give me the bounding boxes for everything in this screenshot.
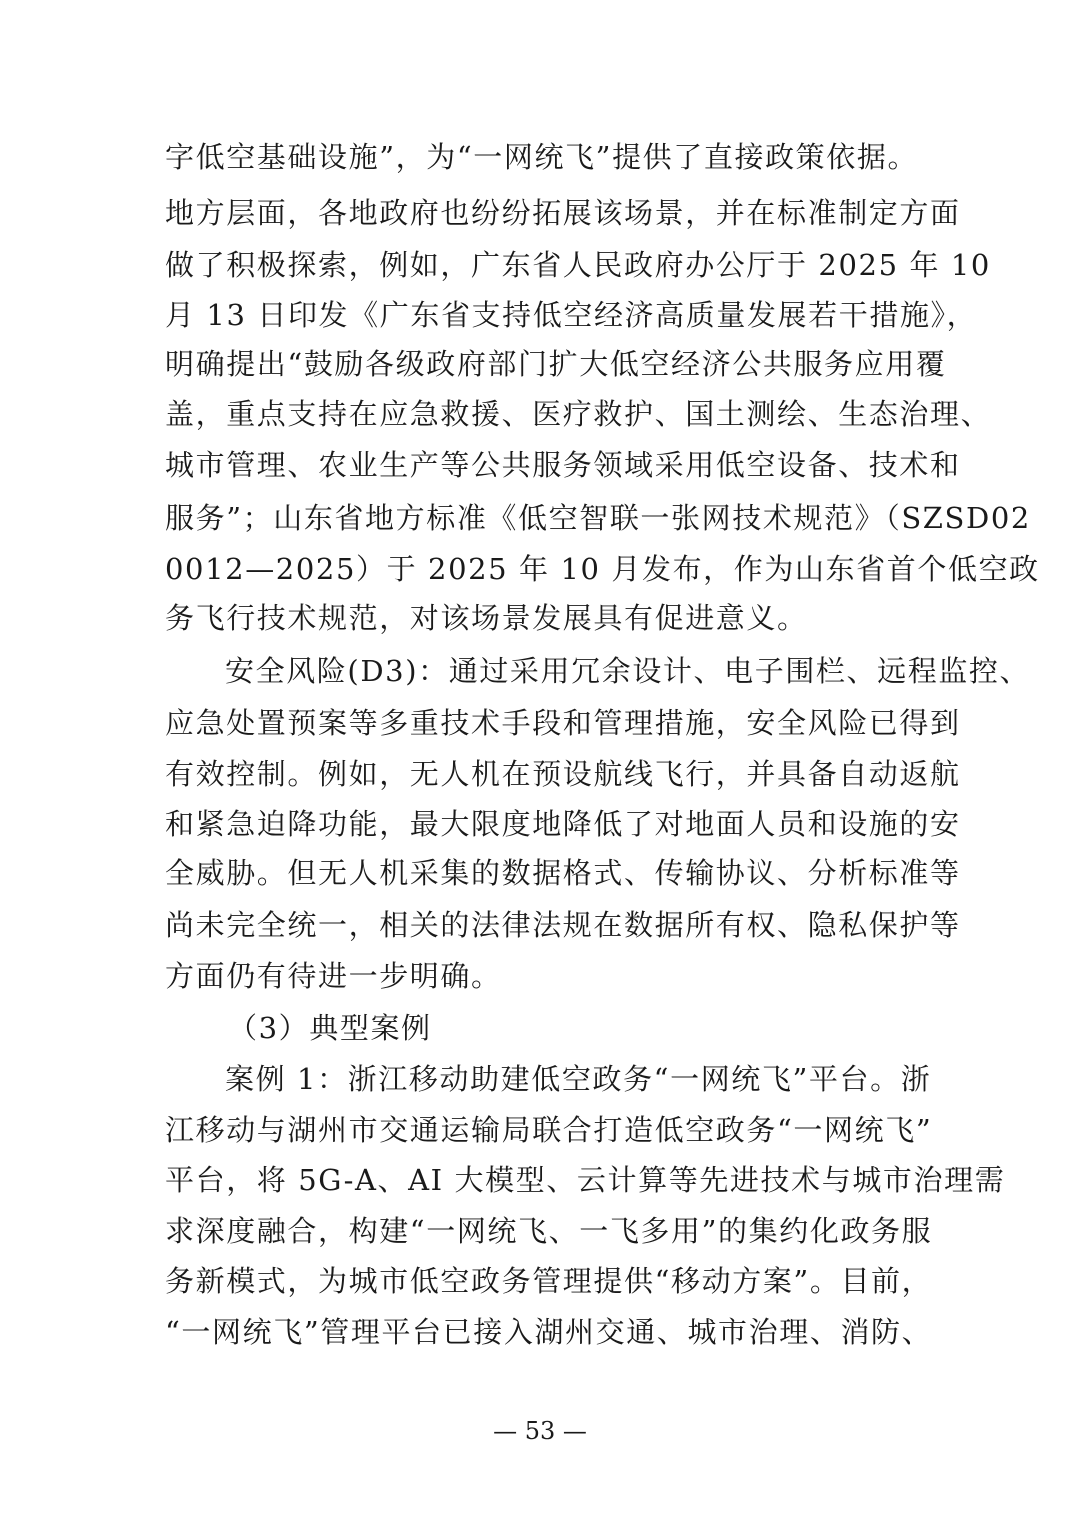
section-heading: （3）典型案例 (228, 1011, 432, 1045)
text-line: 0012—2025）于 2025 年 10 月发布，作为山东省首个低空政 (165, 552, 1040, 586)
text-line: 江移动与湖州市交通运输局联合打造低空政务“一网统飞” (165, 1113, 933, 1147)
text-line: 服务”；山东省地方标准《低空智联一张网技术规范》（SZSD02 (165, 501, 1031, 535)
text-line: 案例 1：浙江移动助建低空政务“一网统飞”平台。浙 (225, 1062, 932, 1096)
text-line: 有效控制。例如，无人机在预设航线飞行，并具备自动返航 (165, 757, 961, 791)
text-line: 安全风险(D3)：通过采用冗余设计、电子围栏、远程监控、 (225, 654, 1031, 688)
text-line: 方面仍有待进一步明确。 (165, 959, 502, 993)
text-line: 务飞行技术规范，对该场景发展具有促进意义。 (165, 601, 808, 635)
text-line: 明确提出“鼓励各级政府部门扩大低空经济公共服务应用覆 (165, 347, 947, 381)
text-line: 和紧急迫降功能，最大限度地降低了对地面人员和设施的安 (165, 807, 961, 841)
text-line: 盖，重点支持在应急救援、医疗救护、国土测绘、生态治理、 (165, 397, 992, 431)
page-number: — 53 — (493, 1417, 587, 1445)
text-line: 城市管理、农业生产等公共服务领域采用低空设备、技术和 (165, 448, 961, 482)
text-line: “一网统飞”管理平台已接入湖州交通、城市治理、消防、 (165, 1315, 933, 1349)
text-line: 月 13 日印发《广东省支持低空经济高质量发展若干措施》， (165, 298, 978, 332)
text-line: 做了积极探索，例如，广东省人民政府办公厅于 2025 年 10 (165, 248, 991, 282)
text-line: 全威胁。但无人机采集的数据格式、传输协议、分析标准等 (165, 856, 961, 890)
text-line: 求深度融合，构建“一网统飞、一飞多用”的集约化政务服 (165, 1214, 933, 1248)
text-line: 尚未完全统一，相关的法律法规在数据所有权、隐私保护等 (165, 908, 961, 942)
text-line: 平台，将 5G-A、AI 大模型、云计算等先进技术与城市治理需 (165, 1163, 1006, 1197)
text-line: 应急处置预案等多重技术手段和管理措施，安全风险已得到 (165, 706, 961, 740)
text-line: 务新模式，为城市低空政务管理提供“移动方案”。目前， (165, 1264, 933, 1298)
text-line: 字低空基础设施”，为“一网统飞”提供了直接政策依据。 (165, 140, 919, 174)
text-line: 地方层面，各地政府也纷纷拓展该场景，并在标准制定方面 (165, 196, 961, 230)
